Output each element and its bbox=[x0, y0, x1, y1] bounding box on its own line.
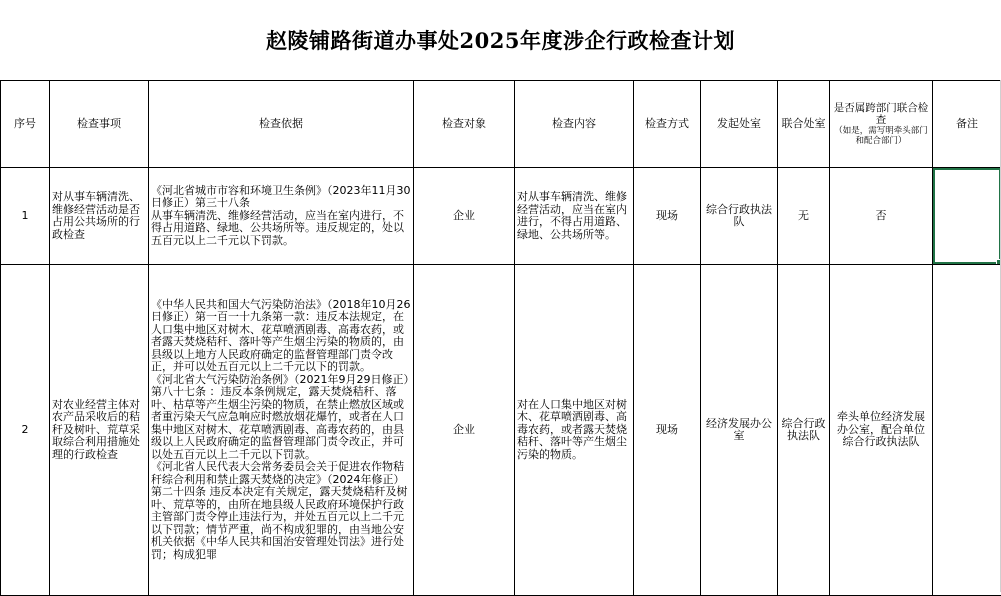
table-row bbox=[1, 265, 1001, 596]
cell-remark-selected[interactable] bbox=[933, 168, 1001, 265]
page-title: 赵陵铺路街道办事处2025年度涉企行政检查计划 bbox=[0, 0, 1001, 80]
cell-joint[interactable]: 综合行政执法队 bbox=[778, 265, 830, 596]
header-cross-line1: 是否属跨部门联合检查 bbox=[834, 102, 929, 126]
inspection-plan-table bbox=[0, 80, 1001, 596]
cell-content[interactable]: 对从事车辆清洗、维修经营活动，应当在室内进行，不得占用道路、绿地、公共场所等。 bbox=[515, 168, 634, 265]
header-cross-line2: （如是，需写明牵头部门和配合部门） bbox=[832, 126, 930, 146]
basis-paragraph: 《中华人民共和国大气污染防治法》（2018年10月26日修正）第一百一十九条第一款：违反本法规定，在人口集中地区对树木、花草喷洒剧毒、高毒农药，或者露天焚烧秸秆、落叶等产生烟尘污染的物质的，由县级以上地方人民政府确定的监督管理部门责令改正，并可以处五百元以上二千元以下的罚款。 bbox=[151, 299, 411, 374]
cell-cross[interactable]: 牵头单位经济发展办公室，配合单位综合行政执法队 bbox=[830, 265, 933, 596]
header-basis[interactable]: 检查依据 bbox=[149, 81, 414, 168]
header-cross-dept[interactable] bbox=[830, 81, 933, 168]
header-seq[interactable]: 序号 bbox=[1, 81, 50, 168]
header-content[interactable]: 检查内容 bbox=[515, 81, 634, 168]
cell-target[interactable]: 企业 bbox=[414, 168, 515, 265]
cell-target[interactable]: 企业 bbox=[414, 265, 515, 596]
basis-paragraph: 《河北省城市市容和环境卫生条例》（2023年11月30日修正）第三十八条 bbox=[151, 185, 411, 210]
cell-seq[interactable]: 2 bbox=[1, 265, 50, 596]
cell-item[interactable]: 对农业经营主体对农产品采收后的秸秆及树叶、荒草采取综合利用措施处理的行政检查 bbox=[50, 265, 149, 596]
header-target[interactable]: 检查对象 bbox=[414, 81, 515, 168]
header-row bbox=[1, 81, 1001, 168]
header-item[interactable]: 检查事项 bbox=[50, 81, 149, 168]
cell-basis[interactable] bbox=[149, 265, 414, 596]
cell-content[interactable]: 对在人口集中地区对树木、花草喷洒剧毒、高毒农药，或者露天焚烧秸秆、落叶等产生烟尘污染的物质。 bbox=[515, 265, 634, 596]
cell-joint[interactable]: 无 bbox=[778, 168, 830, 265]
cell-dept[interactable]: 综合行政执法队 bbox=[701, 168, 778, 265]
header-remark[interactable]: 备注 bbox=[933, 81, 1001, 168]
cell-cross[interactable]: 否 bbox=[830, 168, 933, 265]
cell-dept[interactable]: 经济发展办公室 bbox=[701, 265, 778, 596]
cell-seq[interactable]: 1 bbox=[1, 168, 50, 265]
cell-basis[interactable] bbox=[149, 168, 414, 265]
table-row bbox=[1, 168, 1001, 265]
cell-method[interactable]: 现场 bbox=[634, 265, 701, 596]
cell-method[interactable]: 现场 bbox=[634, 168, 701, 265]
basis-paragraph: 从事车辆清洗、维修经营活动，应当在室内进行，不得占用道路、绿地、公共场所等。违反规定的，处以五百元以上二千元以下罚款。 bbox=[151, 210, 411, 248]
cell-item[interactable]: 对从事车辆清洗、维修经营活动是否占用公共场所的行政检查 bbox=[50, 168, 149, 265]
basis-paragraph: 《河北省人民代表大会常务委员会关于促进农作物秸秆综合利用和禁止露天焚烧的决定》（2024年修正）第二十四条 违反本决定有关规定，露天焚烧秸秆及树叶、荒草等的，由所在地县级人民政府环境保护行政主管部门责令停止违法行为，并处五百元以上二千元以下罚款；情节严重，尚不构成犯罪的，由当地公安机关依据《中华人民共和国治安管理处罚法》进行处罚；构成犯罪 bbox=[151, 461, 411, 561]
header-dept[interactable]: 发起处室 bbox=[701, 81, 778, 168]
cell-remark[interactable] bbox=[933, 265, 1001, 596]
header-joint[interactable]: 联合处室 bbox=[778, 81, 830, 168]
header-method[interactable]: 检查方式 bbox=[634, 81, 701, 168]
basis-paragraph: 《河北省大气污染防治条例》（2021年9月29日修正）第八十七条 ：违反本条例规定，露天焚烧秸秆、落叶、枯草等产生烟尘污染的物质，在禁止燃放区域或者重污染天气应急响应时燃放烟花爆竹，或者在人口集中地区对树木、花草喷洒剧毒、高毒农药的，由县级以上人民政府确定的监督管理部门责令改正，并可以处五百元以上二千元以下罚款。 bbox=[151, 374, 411, 462]
selection-border bbox=[933, 168, 1001, 264]
